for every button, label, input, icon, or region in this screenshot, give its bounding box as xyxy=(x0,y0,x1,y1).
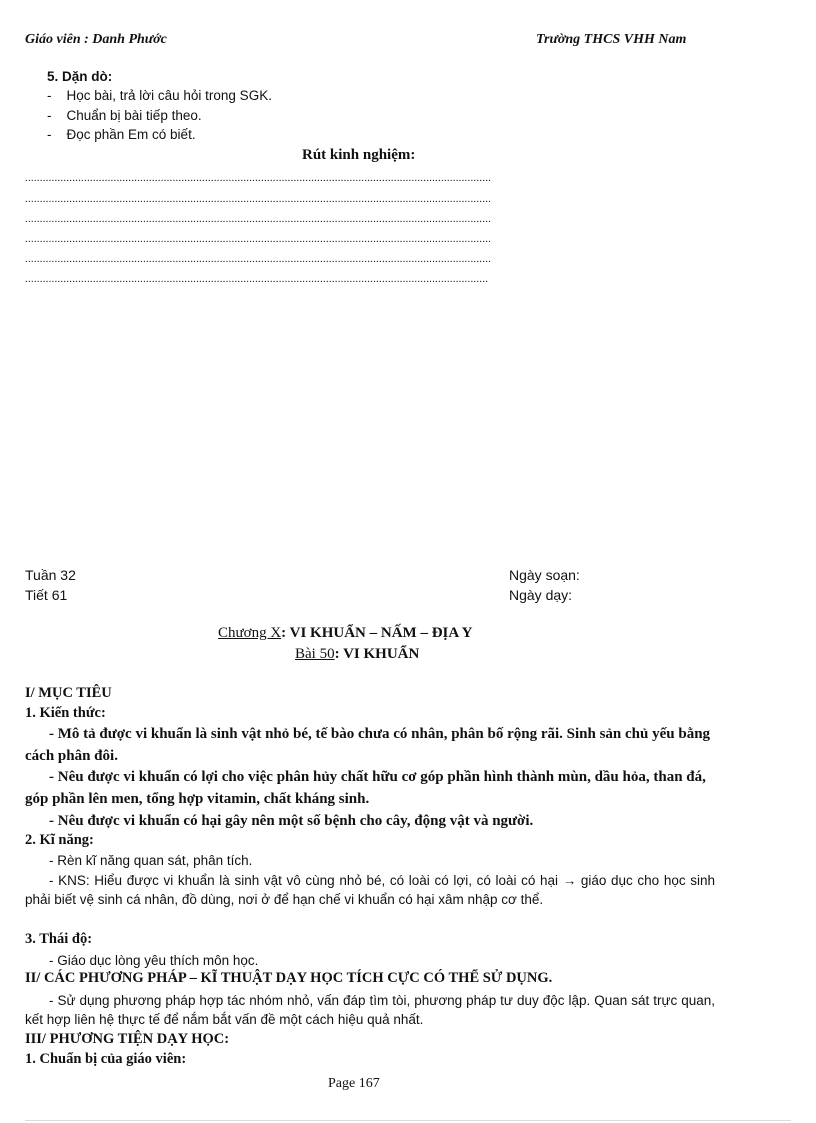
teacher-prep-heading: 1. Chuẩn bị của giáo viên: xyxy=(25,1051,187,1067)
lesson-title: Bài 50: VI KHUẨN xyxy=(295,646,420,662)
homework-item: - Học bài, trả lời câu hỏi trong SGK. xyxy=(47,88,272,103)
methods-heading: II/ CÁC PHƯƠNG PHÁP – KĨ THUẬT DẠY HỌC TÍCH CỰC CÓ THỂ SỬ DỤNG. xyxy=(25,970,553,986)
skill-item: - KNS: Hiểu được vi khuẩn là sinh vật vô cùng nhỏ bé, có loài có lợi, có loài có hại → giáo dục cho học sinh phải biết vệ sinh cá nhân, đồ dùng, nơi ở để hạn chế vi khuẩn có hại xâm nhập cơ thể. xyxy=(25,873,715,907)
dotted-line: .............................................................................................................................................................. xyxy=(25,253,492,265)
skills-heading: 2. Kĩ năng: xyxy=(25,832,94,848)
dotted-line: .............................................................................................................................................................. xyxy=(25,213,492,225)
page-divider xyxy=(25,1120,791,1121)
means-heading: III/ PHƯƠNG TIỆN DẠY HỌC: xyxy=(25,1031,230,1047)
dotted-line: .............................................................................................................................................................. xyxy=(25,172,492,184)
teacher-name: Giáo viên : Danh Phước xyxy=(25,32,167,47)
knowledge-item: - Nêu được vi khuẩn có hại gây nên một số bệnh cho cây, động vật và người. xyxy=(49,813,534,829)
dotted-line: .............................................................................................................................................................. xyxy=(25,193,492,205)
week-label: Tuần 32 xyxy=(25,567,76,583)
skill-item: - Rèn kĩ năng quan sát, phân tích. xyxy=(49,853,253,868)
knowledge-item: - Nêu được vi khuẩn có lợi cho việc phân hủy chất hữu cơ góp phần hình thành mùn, dầu hỏa, than đá, góp phần lên men, tổng hợp vitamin, chất kháng sinh. xyxy=(25,769,706,807)
period-label: Tiết 61 xyxy=(25,587,68,603)
experience-title: Rút kinh nghiệm: xyxy=(302,147,416,163)
homework-title: 5. Dặn dò: xyxy=(47,69,113,84)
methods-text: - Sử dụng phương pháp hợp tác nhóm nhỏ, vấn đáp tìm tòi, phương pháp tư duy độc lập. Quan sát trực quan, kết hợp liên hệ thực tế để nắm bắt vấn đề một cách hiệu quả nhất. xyxy=(25,993,715,1027)
objectives-heading: I/ MỤC TIÊU xyxy=(25,685,112,701)
dotted-line: ............................................................................................................................................................. xyxy=(25,273,489,285)
page-number: Page 167 xyxy=(328,1076,380,1091)
prep-date-label: Ngày soạn: xyxy=(509,567,580,583)
dotted-line: .............................................................................................................................................................. xyxy=(25,233,492,245)
homework-item: - Đọc phần Em có biết. xyxy=(47,127,196,142)
knowledge-item: - Mô tả được vi khuẩn là sinh vật nhỏ bé, tế bào chưa có nhân, phân bố rộng rãi. Sinh sản chủ yếu bằng cách phân đôi. xyxy=(25,726,711,764)
homework-item: - Chuẩn bị bài tiếp theo. xyxy=(47,108,202,123)
teach-date-label: Ngày dạy: xyxy=(509,587,573,603)
attitude-heading: 3. Thái độ: xyxy=(25,931,93,947)
attitude-item: - Giáo dục lòng yêu thích môn học. xyxy=(49,953,259,968)
school-name: Trường THCS VHH Nam xyxy=(536,32,687,47)
knowledge-heading: 1. Kiến thức: xyxy=(25,705,106,721)
chapter-title: Chương X: VI KHUẨN – NẤM – ĐỊA Y xyxy=(218,625,473,641)
